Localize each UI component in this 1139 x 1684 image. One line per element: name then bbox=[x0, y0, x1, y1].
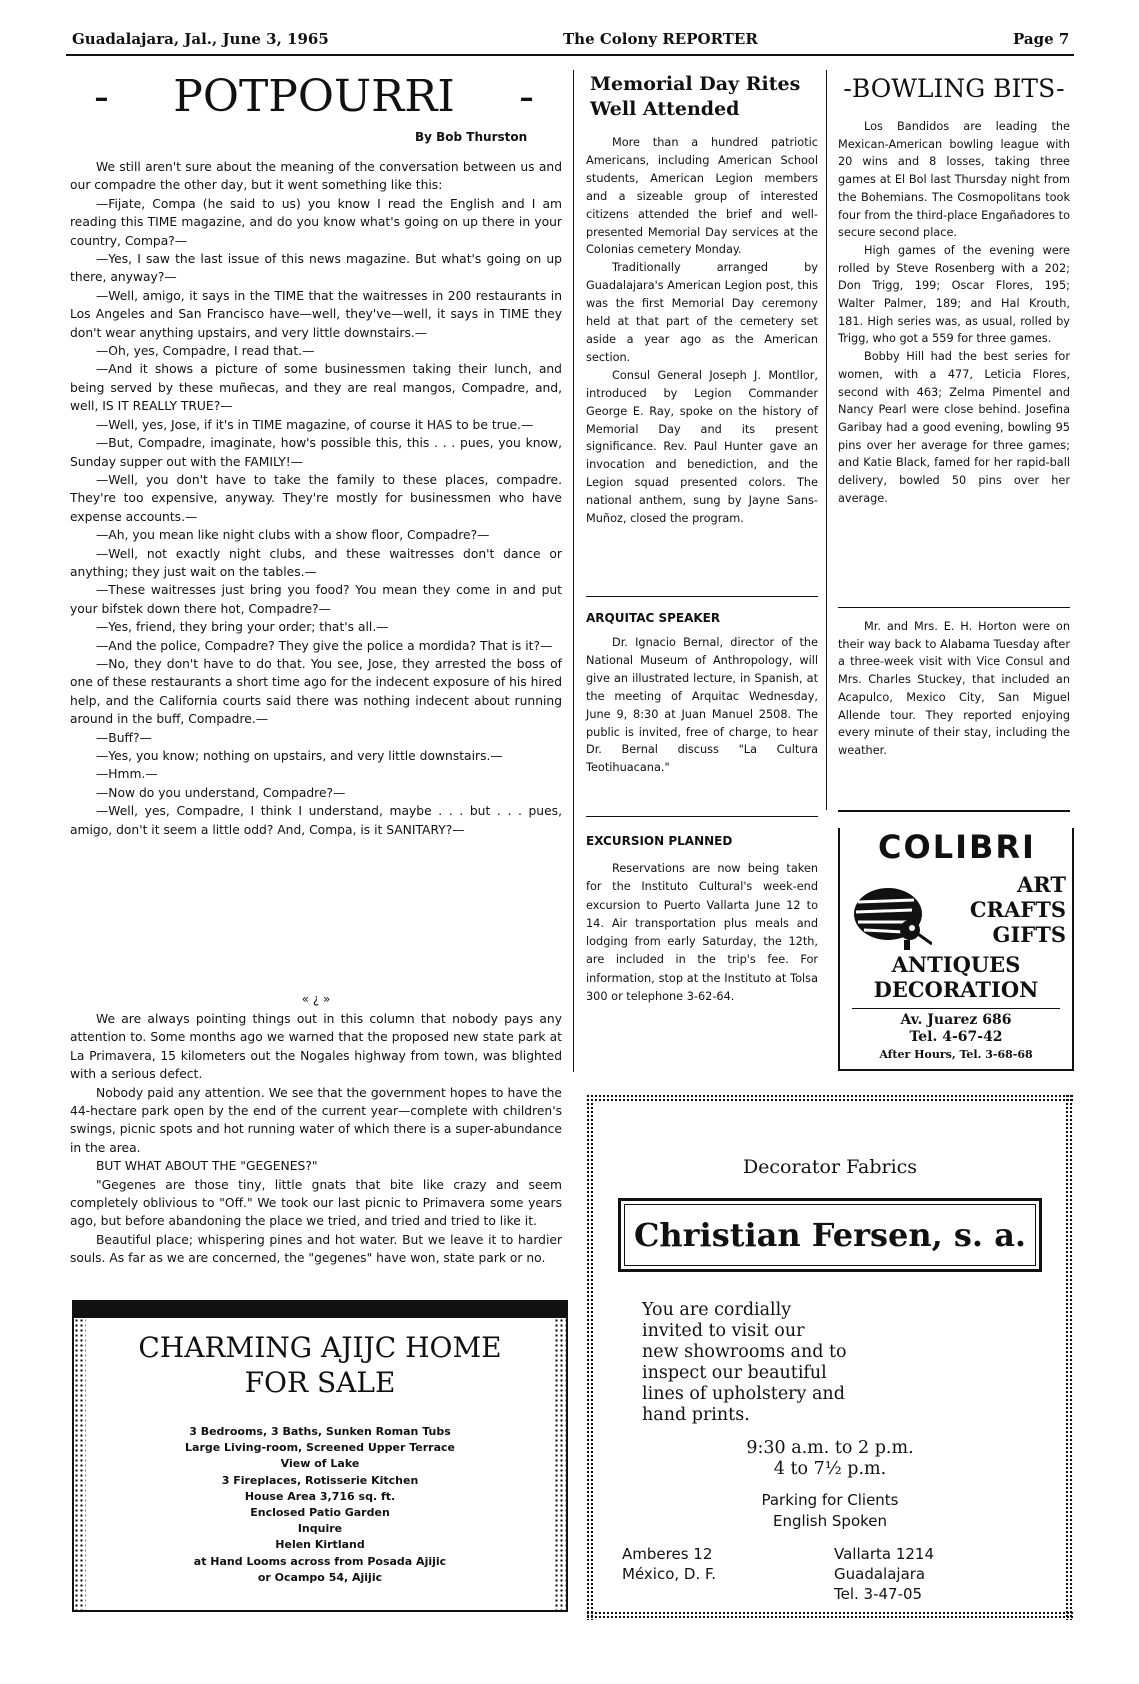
potpourri-paragraph: —And the police, Compadre? They give the police a mordida? That is it?— bbox=[96, 638, 553, 653]
potpourri-paragraph: —Well, amigo, it says in the TIME that the waitresses in 200 restaurants in Los Angeles and San Francisco have—well, they've—well, it says in TIME they don't wear anything upstairs, and very little downstairs.— bbox=[70, 288, 562, 340]
potpourri-column-2 bbox=[70, 1010, 562, 1268]
header-date: Guadalajara, Jal., June 3, 1965 bbox=[72, 30, 329, 48]
ajijic-detail-line: 3 Bedrooms, 3 Baths, Sunken Roman Tubs bbox=[189, 1425, 451, 1438]
potpourri-paragraph: —Oh, yes, Compadre, I read that.— bbox=[96, 344, 315, 359]
potpourri-paragraph: —Well, you don't have to take the family to these places, compadre. They're too expensive, anyway. They're mostly for businessmen who have expense accounts.— bbox=[70, 472, 562, 524]
potpourri-paragraph: BUT WHAT ABOUT THE "GEGENES?" bbox=[96, 1159, 318, 1174]
ajijic-detail-line: View of Lake bbox=[280, 1457, 360, 1471]
potpourri-paragraph: —Hmm.— bbox=[96, 767, 158, 782]
potpourri-paragraph: —Now do you understand, Compadre?— bbox=[96, 785, 346, 800]
potpourri-paragraph: —These waitresses just bring you food? You mean they come in and put your bifstek down there hot, Compadre?— bbox=[70, 583, 562, 616]
ajijic-ad-border bbox=[554, 1318, 566, 1610]
ajijic-title-line-2: FOR SALE bbox=[244, 1366, 396, 1399]
memorial-paragraph: Traditionally arranged by Guadalajara's American Legion post, this was the first Memorial Day ceremony held at that part of the cemetery set aside a year ago as the American section. bbox=[586, 261, 818, 364]
section-rule bbox=[586, 596, 818, 597]
fersen-parking: Parking for Clients bbox=[761, 1491, 899, 1509]
colibri-contact bbox=[840, 1012, 1072, 1063]
ajijic-detail-line: Large Living-room, Screened Upper Terrace bbox=[185, 1441, 455, 1455]
section-rule bbox=[838, 607, 1070, 608]
potpourri-paragraph: —And it shows a picture of some businessmen taking their lunch, and being served by these muñecas, and they are real mangos, Compadre, and, well, IS IT REALLY TRUE?— bbox=[70, 362, 562, 414]
ajijic-ad-details bbox=[88, 1424, 552, 1586]
fersen-invite-line: hand prints. bbox=[642, 1405, 750, 1425]
fersen-english: English Spoken bbox=[772, 1512, 888, 1530]
colibri-antiques-block bbox=[840, 952, 1072, 1002]
bowling-paragraph: Bobby Hill had the best series for women, with a 477, Leticia Flores, second with 463; Zelma Pimentel and Nancy Pearl were close behind. Josefina Garibay had a good evening, bowling 95 pins over her average for three games; and Katie Black, famed for her rapid-ball delivery, bowled 50 pins over her average. bbox=[838, 350, 1070, 505]
colibri-address: Av. Juarez 686 bbox=[900, 1012, 1012, 1028]
fersen-services bbox=[586, 1490, 1074, 1532]
arquitac-paragraph: Dr. Ignacio Bernal, director of the National Museum of Anthropology, will give an illustrated lecture, in Spanish, at the meeting of Arquitac Wednesday, June 9, 8:30 at Juan Manuel 2508. The public is invited, free of charge, to hear Dr. Bernal discuss "La Cultura Teotihuacana." bbox=[586, 636, 818, 775]
ajijic-ad-title bbox=[88, 1330, 552, 1400]
header-page: Page 7 bbox=[1013, 30, 1070, 48]
fersen-address-line: Guadalajara bbox=[834, 1565, 926, 1583]
colibri-categories bbox=[932, 872, 1066, 947]
bowling-title: BOWLING BITS bbox=[851, 74, 1057, 103]
fersen-name-inner-border bbox=[624, 1204, 1036, 1266]
memorial-paragraph: More than a hundred patriotic Americans, including American School students, American Legion members and a sizeable group of interested citizens attended the brief and well-presented Memorial Day services at the Colonias cemetery Monday. bbox=[586, 136, 818, 257]
ajijic-detail-line: Helen Kirtland bbox=[275, 1538, 365, 1552]
fersen-invite-line: You are cordially bbox=[642, 1300, 792, 1320]
column-divider bbox=[826, 70, 827, 810]
fersen-top: Decorator Fabrics bbox=[742, 1156, 918, 1178]
ajijic-ad-topbar bbox=[74, 1302, 566, 1318]
ajijic-detail-line: or Ocampo 54, Ajijic bbox=[257, 1570, 383, 1584]
ajijic-detail-line: at Hand Looms across from Posada Ajijic bbox=[193, 1554, 447, 1568]
potpourri-paragraph: —But, Compadre, imaginate, how's possible this, this . . . pues, you know, Sunday supper out with the FAMILY!— bbox=[70, 436, 562, 469]
potpourri-column bbox=[70, 158, 562, 839]
colibri-crafts: CRAFTS bbox=[969, 897, 1066, 922]
fersen-ad bbox=[586, 1094, 1074, 1620]
colibri-art: ART bbox=[1016, 872, 1066, 897]
potpourri-paragraph: Nobody paid any attention. We see that the government hopes to have the 44-hectare park open by the end of the current year—complete with children's swings, picnic spots and hot running water of which there is a super-abundance in the area. bbox=[70, 1085, 562, 1155]
potpourri-paragraph: —No, they don't have to do that. You see, Jose, they arrested the boss of one of these restaurants a short time ago for the indecent exposure of his hired help, and the California courts said there was nothing indecent about running around in the buff, Compadre.— bbox=[70, 656, 562, 727]
potpourri-paragraph: —Buff?— bbox=[96, 730, 152, 745]
potpourri-paragraph: —Ah, you mean like night clubs with a show floor, Compadre?— bbox=[96, 528, 490, 543]
bowling-paragraph: High games of the evening were rolled by Steve Rosenberg with a 202; Don Trigg, 199; Oscar Flores, 195; Walter Palmer, 189; and Hal Krouth, 181. High series was, as usual, rolled by Trigg, who got a 559 for three games. bbox=[838, 243, 1070, 346]
potpourri-paragraph: —Well, not exactly night clubs, and these waitresses don't dance or anything; they just wait on the tables.— bbox=[70, 546, 562, 579]
horton-text bbox=[838, 618, 1070, 760]
fersen-border bbox=[586, 1611, 1074, 1620]
fersen-name: Christian Fersen, s. a. bbox=[633, 1216, 1027, 1254]
horton-paragraph: Mr. and Mrs. E. H. Horton were on their way back to Alabama Tuesday after a three-week visit with Vice Consul and Mrs. Charles Stuckey, that included an Acapulco, Mexico City, San Miguel Allende tour. They reported enjoying every minute of their stay, including the weather. bbox=[838, 620, 1070, 757]
fersen-address-line: México, D. F. bbox=[622, 1565, 716, 1583]
colibri-decoration: DECORATION bbox=[873, 977, 1039, 1002]
section-rule bbox=[586, 816, 818, 817]
fersen-invite-line: lines of upholstery and bbox=[642, 1384, 845, 1404]
potpourri-paragraph: —Yes, you know; nothing on upstairs, and very little downstairs.— bbox=[96, 749, 503, 763]
arquitac-title: ARQUITAC SPEAKER bbox=[586, 611, 721, 625]
excursion-paragraph: Reservations are now being taken for the Instituto Cultural's week-end excursion to Puerto Vallarta June 12 to 14. Air transportation plus meals and lodging from early Saturday, the 12th, are included in the trip's fee. For information, stop at the Instituto at Tolsa 300 or telephone 3-62-64. bbox=[586, 862, 818, 1004]
excursion-text bbox=[586, 860, 818, 1006]
excursion-title: EXCURSION PLANNED bbox=[586, 834, 733, 848]
colibri-tel: Tel. 4-67-42 bbox=[909, 1029, 1003, 1045]
colibri-name: COLIBRI bbox=[878, 828, 1036, 866]
colibri-ad bbox=[838, 828, 1074, 1071]
bowling-title-row: -BOWLING BITS- bbox=[843, 74, 1065, 103]
fersen-invite-line: invited to visit our bbox=[642, 1321, 805, 1341]
fersen-address-line: Vallarta 1214 bbox=[834, 1545, 934, 1563]
fersen-invite bbox=[642, 1300, 942, 1426]
memorial-paragraph: Consul General Joseph J. Montllor, introduced by Legion Commander George E. Ray, spoke on the history of Memorial Day and its present significance. Rev. Paul Hunter gave an invocation and benediction, and the Legion squad presented colors. The national anthem, sung by Jayne Sans-Muñoz, closed the program. bbox=[586, 368, 818, 526]
potpourri-paragraph: —Fijate, Compa (he said to us) you know I read the English and I am reading this TIME magazine, and do you know what's going on up there in your country, Compa?— bbox=[70, 196, 562, 248]
arquitac-text bbox=[586, 634, 818, 777]
fersen-hours-1: 9:30 a.m. to 2 p.m. bbox=[746, 1438, 914, 1458]
memorial-headline-1: Memorial Day Rites bbox=[590, 73, 801, 95]
fersen-address-mexico bbox=[622, 1544, 716, 1584]
potpourri-paragraph: We still aren't sure about the meaning of the conversation between us and our compadre the other day, but it went something like this: bbox=[70, 160, 562, 193]
hummingbird-icon bbox=[844, 872, 932, 954]
fersen-address-line: Amberes 12 bbox=[622, 1545, 713, 1563]
ajijic-detail-line: 3 Fireplaces, Rotisserie Kitchen bbox=[221, 1473, 419, 1487]
fersen-hours-2: 4 to 7½ p.m. bbox=[773, 1459, 887, 1479]
fersen-address-guadalajara bbox=[834, 1544, 934, 1604]
header-rule bbox=[66, 54, 1074, 56]
memorial-column bbox=[586, 134, 818, 528]
potpourri-paragraph: —Well, yes, Jose, if it's in TIME magazine, of course it HAS to be true.— bbox=[96, 417, 534, 432]
fersen-hours bbox=[586, 1438, 1074, 1480]
potpourri-title: POTPOURRI bbox=[173, 70, 455, 122]
ajijic-detail-line: House Area 3,716 sq. ft. bbox=[244, 1489, 396, 1503]
fersen-border bbox=[586, 1094, 1074, 1103]
ajijic-ad bbox=[72, 1300, 568, 1612]
colibri-antiques: ANTIQUES bbox=[891, 952, 1021, 977]
fersen-invite-line: new showrooms and to bbox=[642, 1342, 847, 1362]
potpourri-paragraph: "Gegenes are those tiny, little gnats that bite like crazy and seem completely oblivious to "Off." We took our last picnic to Primavera some years ago, but before abandoning the place we tried, and tried and tried to like it. bbox=[70, 1177, 562, 1229]
colibri-rule bbox=[852, 1008, 1060, 1009]
column-divider bbox=[573, 70, 574, 1072]
potpourri-title-row: - POTPOURRI - bbox=[94, 70, 534, 122]
ajijic-detail-line: Inquire bbox=[297, 1522, 343, 1536]
ajijic-title-line-1: CHARMING AJIJC HOME bbox=[138, 1331, 502, 1364]
bowling-column bbox=[838, 118, 1070, 507]
fersen-address-line: Tel. 3-47-05 bbox=[834, 1585, 923, 1603]
ajijic-ad-border bbox=[74, 1318, 86, 1610]
potpourri-paragraph: —Well, yes, Compadre, I think I understand, maybe . . . but . . . pues, amigo, don't it seem a little odd? And, Compa, is it SANITARY?— bbox=[70, 804, 562, 837]
potpourri-byline: By Bob Thurston bbox=[415, 130, 528, 144]
potpourri-paragraph: We are always pointing things out in this column that nobody pays any attention to. Some months ago we warned that the proposed new state park at La Primavera, 15 kilometers out the Nogales highway from town, was blighted with a serious defect. bbox=[70, 1012, 562, 1082]
potpourri-paragraph: —Yes, I saw the last issue of this news magazine. But what's going on up there, anyway?— bbox=[70, 252, 562, 285]
potpourri-paragraph: —Yes, friend, they bring your order; that's all.— bbox=[96, 620, 389, 635]
memorial-headline-2: Well Attended bbox=[590, 98, 740, 120]
colibri-after-hours: After Hours, Tel. 3-68-68 bbox=[879, 1048, 1033, 1061]
bowling-paragraph: Los Bandidos are leading the Mexican-American bowling league with 20 wins and 8 losses, taking three games at El Bol last Thursday night from the Bohemians. The Cosmopolitans took four from the third-place Engañadores to secure second place. bbox=[838, 120, 1070, 240]
section-rule bbox=[838, 810, 1070, 812]
fersen-name-box bbox=[618, 1198, 1042, 1272]
ajijic-detail-line: Enclosed Patio Garden bbox=[250, 1506, 390, 1520]
potpourri-divider: « ¿ » bbox=[301, 992, 331, 1006]
potpourri-paragraph: Beautiful place; whispering pines and hot water. But we leave it to hardier souls. As far as we are concerned, the "gegenes" have won, state park or no. bbox=[70, 1232, 562, 1266]
colibri-gifts: GIFTS bbox=[992, 922, 1066, 947]
fersen-invite-line: inspect our beautiful bbox=[642, 1363, 827, 1383]
header-masthead: The Colony REPORTER bbox=[563, 30, 758, 48]
memorial-headline bbox=[590, 72, 816, 122]
